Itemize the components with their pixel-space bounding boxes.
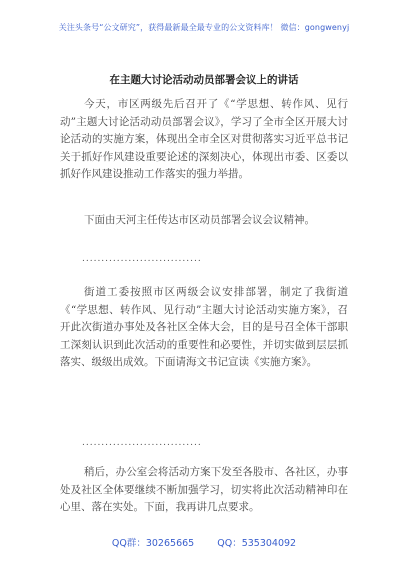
paragraph-3: 街道工委按照市区两级会议安排部署，制定了我街道《“学思想、转作风、见行动”主题大讨论活动实施方案》，召开此次街道办事处及各社区全体大会，目的是号召全体干部职工深刻认识到此次活动的重要性和必要性，并切实做到层层抓落实、级级出成效。下面请海文书记宣读《实施方案》。 <box>60 286 348 368</box>
footer-qq-group: QQ群：30265665 <box>111 538 195 549</box>
separator-2: ............................... <box>82 438 202 448</box>
footer-qq: QQ：535304092 <box>217 538 297 549</box>
footer-contact <box>0 535 408 549</box>
paragraph-1: 今天，市区两级先后召开了《“学思想、转作风、见行动”主题大讨论活动动员部署会议》，学习了全市全区开展大讨论活动的实施方案，体现出全市全区对贯彻落实习近平总书记关于抓好作风建设重要论述的深刻决心，体现出市委、区委以抓好作风建设推动工作落实的强力举措。 <box>60 98 348 180</box>
paragraph-4: 稍后，办公室会将活动方案下发至各股市、各社区，办事处及社区全体要继续不断加强学习，切实将此次活动精神印在心里、落在实处。下面，我再讲几点要求。 <box>60 466 348 513</box>
document-title: 在主题大讨论活动动员部署会议上的讲话 <box>109 74 299 86</box>
paragraph-2: 下面由天河主任传达市区动员部署会议会议精神。 <box>84 214 315 226</box>
header-banner: 关注头条号“公文研究”，获得最新最全最专业的公文资料库！ 微信：gongwenyj <box>58 23 350 32</box>
separator-1: ............................... <box>82 254 202 264</box>
